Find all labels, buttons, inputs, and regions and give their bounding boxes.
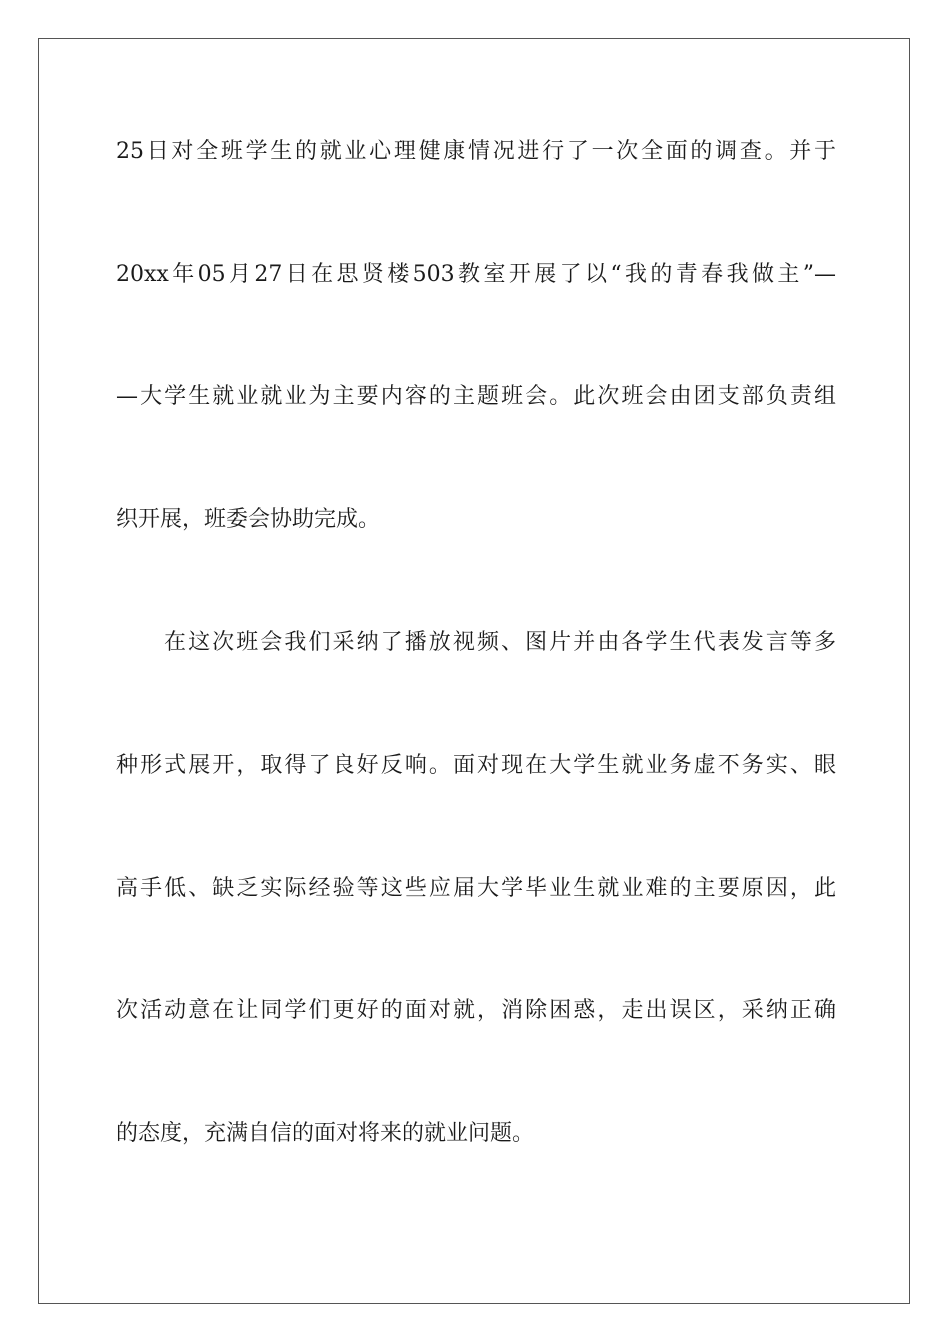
paragraph-line-9: 的态度，充满自信的面对将来的就业问题。 (116, 1121, 535, 1146)
paragraph-line-3: —大学生就业就业为主要内容的主题班会。此次班会由团支部负责组 (116, 384, 836, 409)
paragraph-line-6: 种形式展开，取得了良好反响。面对现在大学生就业务虚不务实、眼 (116, 753, 836, 778)
paragraph-line-8: 次活动意在让同学们更好的面对就，消除困惑，走出误区，采纳正确 (116, 998, 836, 1023)
paragraph-line-4: 织开展，班委会协助完成。 (116, 507, 381, 532)
paragraph-line-2: 20xx年05月27日在思贤楼503教室开展了以“我的青春我做主”— (116, 262, 836, 287)
page-border (38, 38, 910, 1304)
paragraph-line-7: 高手低、缺乏实际经验等这些应届大学毕业生就业难的主要原因，此 (116, 876, 836, 901)
paragraph-line-1: 25日对全班学生的就业心理健康情况进行了一次全面的调查。并于 (116, 139, 836, 164)
paragraph-line-5: 在这次班会我们采纳了播放视频、图片并由各学生代表发言等多 (164, 630, 836, 655)
